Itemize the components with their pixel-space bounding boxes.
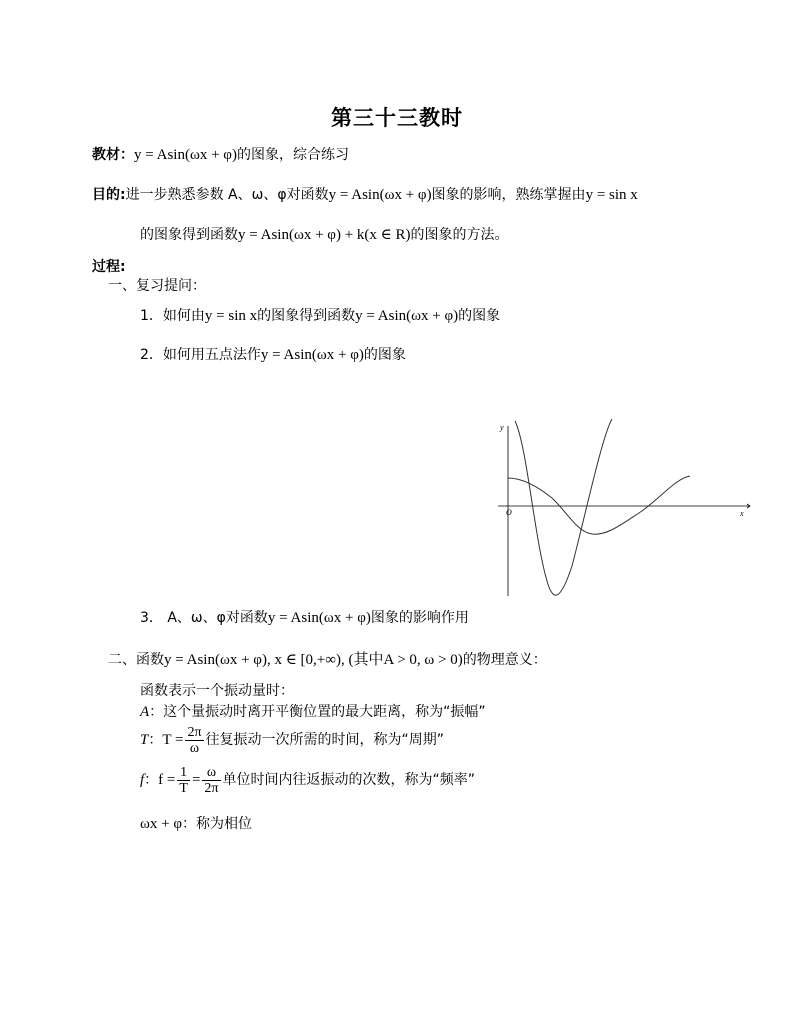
- frequency-eq: f =: [158, 772, 176, 788]
- period-line: [140, 724, 444, 756]
- origin-label: O: [506, 508, 512, 517]
- section2-heading-label: 二、函数: [108, 652, 164, 668]
- frequency-text: 单位时间内往返振动的次数，称为“频率”: [222, 772, 476, 788]
- page-title: 第三十三教时: [331, 105, 463, 130]
- phase-text: ：称为相位: [182, 816, 252, 832]
- jiaocai-text: 的图象，综合练习: [236, 147, 349, 163]
- section2-heading: [108, 651, 547, 669]
- period-fraction: [185, 725, 203, 756]
- q2-formula: y = Asin(ωx + φ): [260, 347, 364, 363]
- period-symbol: T: [140, 732, 149, 748]
- section2-heading-end: 的物理意义：: [462, 652, 547, 668]
- frequency-numerator-1: 1: [177, 765, 190, 781]
- mudi-line-2: [140, 226, 509, 244]
- q3-a: 3． A、ω、φ对函数: [140, 610, 268, 626]
- frequency-eq-2: =: [191, 772, 201, 788]
- period-eq: T =: [162, 732, 184, 748]
- mudi-part1: 进一步熟悉参数 A、ω、φ对函数: [125, 187, 329, 203]
- mudi-line-1: [92, 186, 638, 204]
- q3-formula: y = Asin(ωx + φ): [267, 610, 371, 626]
- q2-a: 2．如何用五点法作: [140, 347, 261, 363]
- mudi-formula1: y = Asin(ωx + φ): [328, 187, 432, 203]
- period-numerator: 2π: [187, 724, 202, 740]
- q1-c: 的图象: [458, 308, 501, 324]
- phase-line: [140, 815, 252, 833]
- frequency-numerator-2: ω: [202, 765, 220, 781]
- period-text: 往复振动一次所需的时间，称为“周期”: [205, 732, 445, 748]
- amplitude-symbol: A: [140, 704, 150, 720]
- q1-formula2: y = Asin(ωx + φ): [355, 308, 459, 324]
- jiaocai-label: 教材：: [92, 147, 134, 163]
- section1-heading: 一、复习提问：: [108, 278, 206, 294]
- frequency-denominator-1: T: [179, 780, 188, 796]
- frequency-fraction-1: [177, 765, 190, 796]
- section2-intro: 函数表示一个振动量时：: [140, 683, 294, 699]
- mudi-part2: 图象的影响，熟练掌握由: [431, 187, 586, 203]
- period-denominator: ω: [189, 740, 200, 756]
- q2-b: 的图象: [363, 347, 406, 363]
- period-sep: ：: [148, 732, 163, 748]
- question-3: [140, 609, 469, 627]
- q1-formula1: y = sin x: [204, 308, 258, 324]
- guocheng-label: 过程:: [92, 259, 126, 275]
- amplitude-line: [140, 703, 486, 721]
- q1-a: 1．如何由: [140, 308, 205, 324]
- large-amplitude-curve: [515, 419, 612, 595]
- mudi-formula2: y = sin x: [585, 187, 638, 203]
- frequency-denominator-2: 2π: [204, 780, 219, 796]
- frequency-line: [140, 764, 475, 796]
- amplitude-text: ：这个量振动时离开平衡位置的最大距离，称为“振幅”: [149, 704, 486, 720]
- jiaocai-formula: y = Asin(ωx + φ): [134, 147, 237, 163]
- mudi-label: 目的:: [92, 187, 126, 203]
- sine-graph: [492, 416, 758, 602]
- frequency-fraction-2: [202, 765, 220, 796]
- frequency-sep: ：: [144, 772, 159, 788]
- frequency-symbol: f: [140, 772, 145, 788]
- question-1: [140, 307, 500, 325]
- question-2: [140, 346, 406, 364]
- mudi-line2-b: 的图象的方法。: [410, 227, 509, 243]
- section2-formula: y = Asin(ωx + φ), x ∈ [0,+∞), (其中A > 0, ω > 0): [164, 652, 463, 668]
- q3-b: 图象的影响作用: [370, 610, 469, 626]
- x-axis-label: x: [740, 509, 744, 518]
- mudi-formula3: y = Asin(ωx + φ) + k(x ∈ R): [238, 227, 411, 243]
- y-axis-label: y: [500, 423, 504, 432]
- phase-formula: ωx + φ: [140, 816, 182, 832]
- q1-b: 的图象得到函数: [257, 308, 356, 324]
- jiaocai-line: [92, 146, 349, 164]
- mudi-line2-a: 的图象得到函数: [140, 227, 238, 243]
